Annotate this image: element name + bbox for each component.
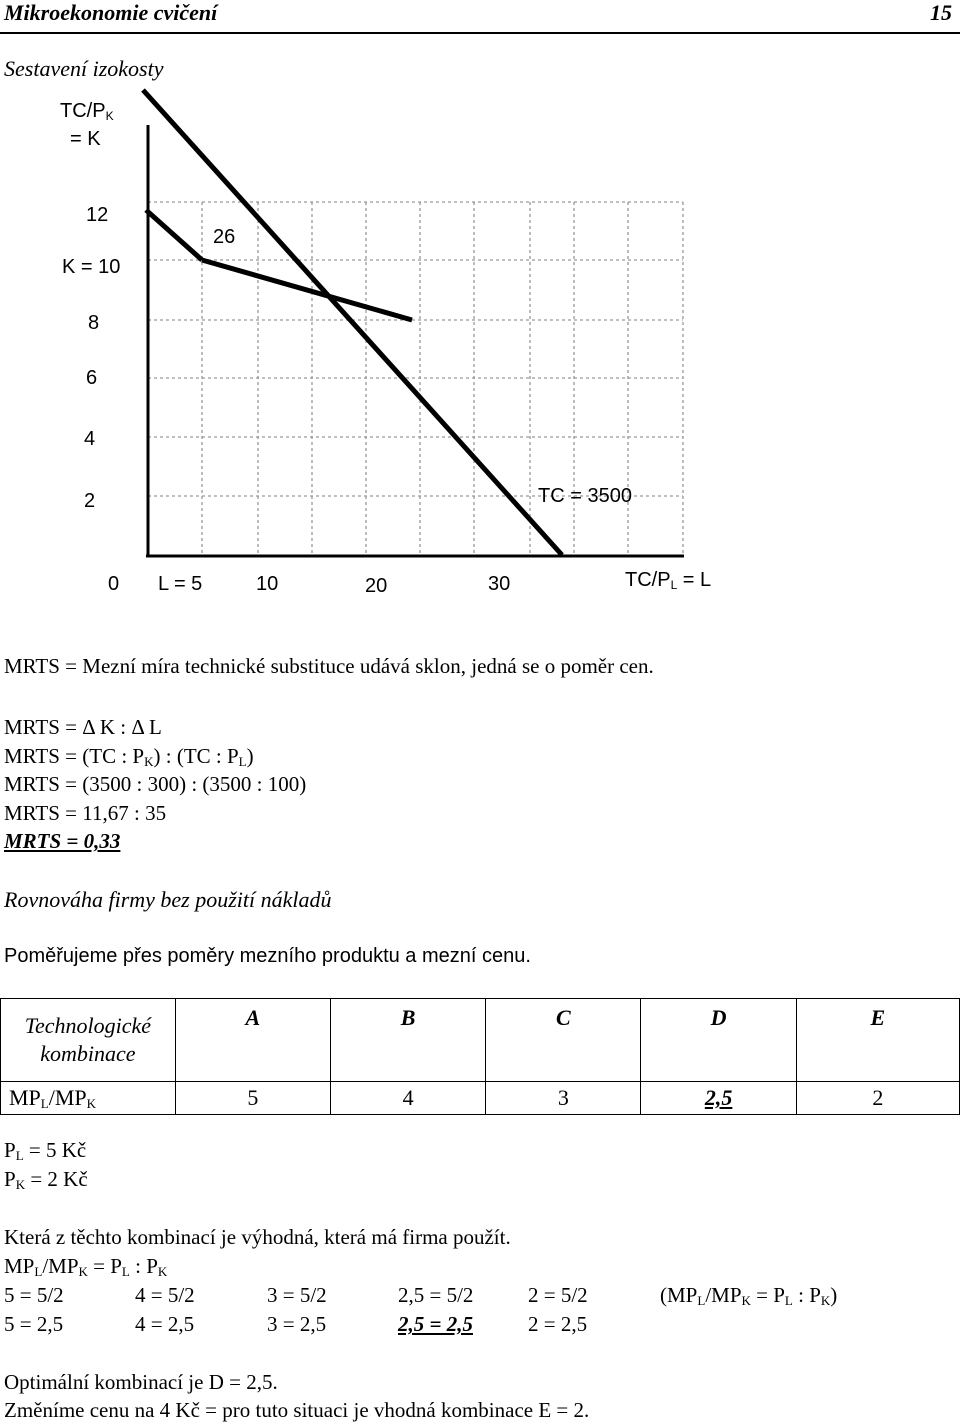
question: Která z těchto kombinací je výhodná, která má firma použít. (4, 1225, 511, 1249)
conclusion-line2: Změníme cenu na 4 Kč = pro tuto situaci je vhodná kombinace E = 2. (4, 1398, 590, 1422)
rule-sub-l: L (34, 1264, 43, 1279)
row-label-sub-k: K (86, 1096, 97, 1111)
comparison-row2-a: 5 = 2,5 (4, 1312, 64, 1336)
conclusion-line1: Optimální kombinací je D = 2,5. (4, 1370, 278, 1394)
x-tick-30: 30 (488, 573, 511, 595)
comparison-row1-b: 4 = 5/2 (135, 1283, 195, 1307)
comparison-row2-d: 2,5 = 2,5 (398, 1312, 473, 1336)
comparison-row1-a: 5 = 5/2 (4, 1283, 64, 1307)
table-header-c: C (486, 999, 641, 1082)
mrts-line2 (4, 744, 254, 769)
y-axis-label-main: TC/P (60, 100, 106, 122)
y-axis-label-line2: = K (70, 128, 101, 150)
x-axis-label-sub: L (670, 578, 678, 592)
note-close: ) (830, 1283, 838, 1307)
table-header-row (1, 999, 960, 1082)
y-tick-12: 12 (86, 204, 109, 226)
page-number: 15 (930, 0, 952, 25)
x-axis-label-main: TC/P (625, 569, 671, 591)
comparison-rule (4, 1254, 167, 1279)
comparison-row1-d: 2,5 = 5/2 (398, 1283, 474, 1307)
x-tick-20: 20 (365, 575, 388, 597)
note-sub-pl: L (784, 1293, 793, 1308)
x-tick-10: 10 (256, 573, 279, 595)
equilibrium-intro: Poměřujeme přes poměry mezního produktu a mezní cenu. (4, 945, 531, 967)
note-mpk: /MP (705, 1283, 742, 1307)
table-row (1, 1082, 960, 1115)
table-corner-line2: kombinace (40, 1041, 136, 1066)
price-capital (4, 1167, 88, 1192)
section-title-equilibrium: Rovnováha firmy bez použití nákladů (4, 887, 332, 912)
rule-mp: MP (4, 1254, 35, 1278)
price-capital-sub: K (15, 1177, 26, 1192)
section-title-isocost: Sestavení izokosty (4, 56, 164, 81)
rule-pl: = P (87, 1254, 122, 1278)
note-sub-k: K (741, 1293, 751, 1308)
table-cell-e: 2 (796, 1082, 959, 1115)
price-capital-p: P (4, 1167, 16, 1191)
table-row-label (1, 1082, 176, 1115)
table-header-b: B (330, 999, 485, 1082)
table-header-d: D (641, 999, 796, 1082)
combinations-table (0, 998, 960, 1115)
x-tick-0: 0 (108, 573, 120, 595)
comparison-row2-e: 2 = 2,5 (528, 1312, 588, 1336)
note-sub-pk: K (820, 1293, 831, 1308)
comparison-row1-e: 2 = 5/2 (528, 1283, 588, 1307)
x-axis-label-post: = L (677, 569, 712, 591)
y-axis-label (60, 100, 114, 123)
comparison-row2-c: 3 = 2,5 (267, 1312, 327, 1336)
isoquant-line-left (146, 210, 202, 260)
rule-pk: : P (129, 1254, 158, 1278)
price-labor (4, 1138, 86, 1163)
note-sub-l: L (697, 1293, 706, 1308)
mrts-line2-a: MRTS = (TC : P (4, 744, 145, 768)
rule-sub-pk: K (157, 1264, 168, 1279)
mrts-line1: MRTS = Δ K : Δ L (4, 715, 162, 739)
note-pl: = P (750, 1283, 785, 1307)
table-header-a: A (175, 999, 330, 1082)
y-tick-2: 2 (84, 490, 96, 512)
isocost-line (143, 90, 562, 555)
comparison-row2-b: 4 = 2,5 (135, 1312, 195, 1336)
y-tick-6: 6 (86, 367, 98, 389)
isocost-graph (0, 0, 960, 600)
table-cell-d: 2,5 (641, 1082, 796, 1115)
row-label-mpk: /MP (48, 1085, 87, 1110)
table-corner (1, 999, 176, 1082)
rule-sub-pl: L (121, 1264, 130, 1279)
mrts-line2-sub2: L (238, 754, 247, 769)
mrts-line2-c: ) (246, 744, 254, 768)
table-cell-c: 3 (486, 1082, 641, 1115)
row-label-mp: MP (9, 1085, 41, 1110)
x-tick-l5: L = 5 (158, 573, 203, 595)
y-tick-4: 4 (84, 428, 96, 450)
comparison-row1-c: 3 = 5/2 (267, 1283, 327, 1307)
isocost-label: TC = 3500 (538, 485, 632, 507)
x-axis-label (625, 569, 711, 592)
y-axis-label-sub: K (105, 109, 114, 123)
course-title: Mikroekonomie cvičení (4, 0, 218, 25)
price-labor-p: P (4, 1138, 16, 1162)
price-capital-value: = 2 Kč (25, 1167, 88, 1191)
rule-mpk: /MP (42, 1254, 79, 1278)
comparison-row1-note (660, 1283, 837, 1308)
mrts-line3: MRTS = (3500 : 300) : (3500 : 100) (4, 772, 307, 796)
table-header-e: E (796, 999, 959, 1082)
mrts-definition: MRTS = Mezní míra technické substituce udává sklon, jedná se o poměr cen. (4, 654, 654, 678)
table-cell-a: 5 (175, 1082, 330, 1115)
table-cell-b: 4 (330, 1082, 485, 1115)
price-labor-sub: L (15, 1148, 24, 1163)
table-corner-line1: Technologické (24, 1013, 151, 1038)
mrts-line2-b: ) : (TC : P (153, 744, 239, 768)
annotation-26: 26 (213, 226, 236, 248)
note-mp: (MP (660, 1283, 698, 1307)
mrts-line2-sub1: K (144, 754, 154, 769)
y-tick-k10: K = 10 (62, 256, 121, 278)
row-label-sub-l: L (40, 1096, 49, 1111)
mrts-line4: MRTS = 11,67 : 35 (4, 801, 167, 825)
rule-sub-k: K (78, 1264, 88, 1279)
y-tick-8: 8 (88, 312, 100, 334)
note-pk: : P (792, 1283, 821, 1307)
mrts-result: MRTS = 0,33 (4, 829, 121, 853)
price-labor-value: = 5 Kč (23, 1138, 87, 1162)
